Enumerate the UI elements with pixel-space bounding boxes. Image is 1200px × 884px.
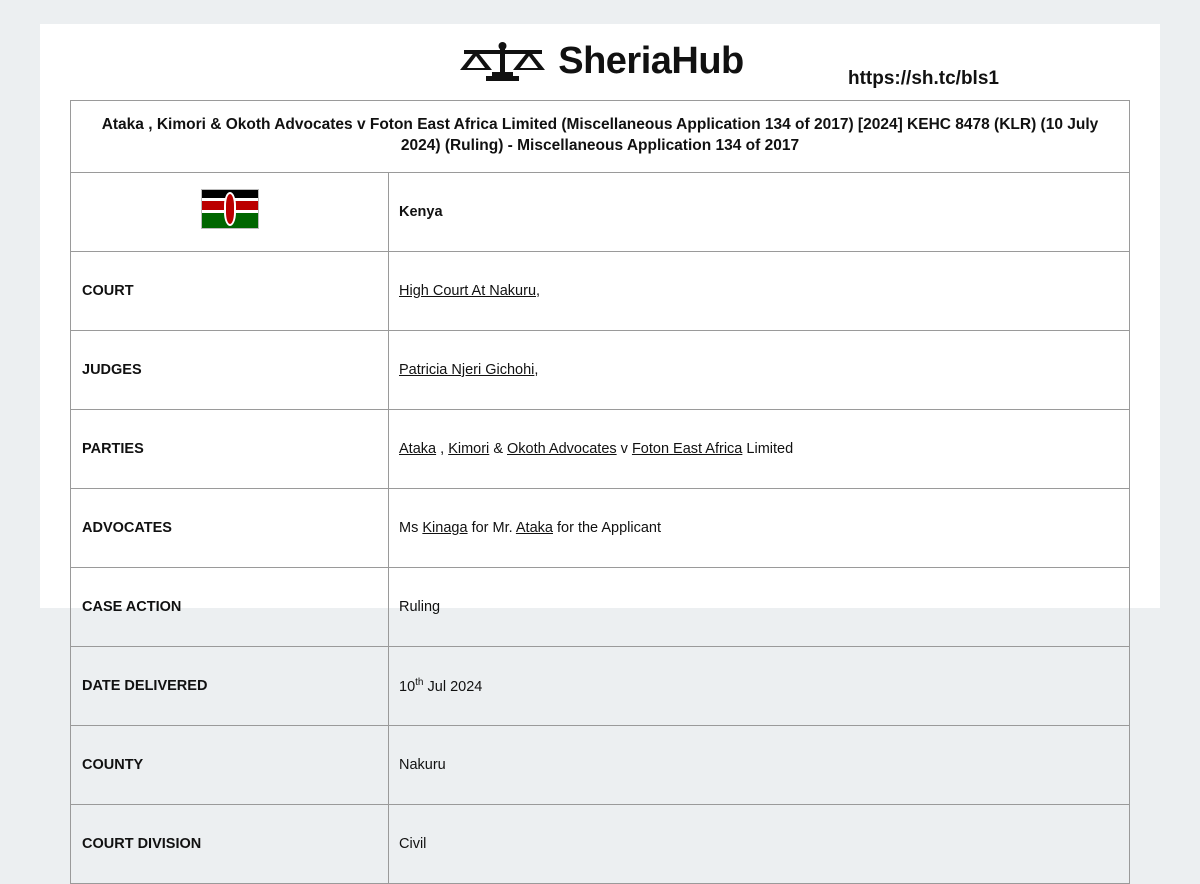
court-comma: ,	[536, 282, 541, 299]
date-day: 10	[399, 678, 416, 695]
table-row-judges	[71, 330, 1130, 409]
advocate-link-2[interactable]: Ataka	[515, 519, 553, 536]
advocate-link-1[interactable]: Kinaga	[422, 519, 468, 536]
case-title: Ataka , Kimori & Okoth Advocates v Foton East Africa Limited (Miscellaneous Application 134 of 2017) [2024] KEHC 8478 (KLR) (10 July 2024) (Ruling) - Miscellaneous Application 134 of 2017	[71, 101, 1130, 173]
scales-of-justice-icon	[456, 38, 552, 84]
table-row-county	[71, 725, 1130, 804]
parties-versus: v	[620, 440, 628, 457]
party-link-1[interactable]: Ataka	[399, 440, 437, 457]
table-row-case-action	[71, 567, 1130, 646]
label-court: COURT	[71, 251, 389, 330]
table-row-date-delivered	[71, 646, 1130, 725]
advocates-prefix: Ms	[399, 519, 419, 536]
value-case-action: Ruling	[389, 567, 1130, 646]
date-rest: Jul 2024	[427, 678, 483, 695]
label-advocates: ADVOCATES	[71, 488, 389, 567]
value-court-division: Civil	[389, 804, 1130, 883]
table-row-parties	[71, 409, 1130, 488]
case-details-table	[70, 100, 1130, 884]
parties-separator-1: ,	[440, 440, 445, 457]
value-judges	[389, 330, 1130, 409]
judge-link[interactable]: Patricia Njeri Gichohi	[399, 361, 535, 378]
table-row-advocates	[71, 488, 1130, 567]
party-link-3[interactable]: Okoth Advocates	[507, 440, 617, 457]
party-link-2[interactable]: Kimori	[448, 440, 490, 457]
date-ordinal: th	[415, 676, 424, 688]
value-court	[389, 251, 1130, 330]
label-court-division: COURT DIVISION	[71, 804, 389, 883]
short-url[interactable]: https://sh.tc/bls1	[848, 68, 999, 89]
advocates-middle: for Mr.	[471, 519, 513, 536]
party-suffix: Limited	[746, 440, 794, 457]
table-row-court-division	[71, 804, 1130, 883]
label-date-delivered: DATE DELIVERED	[71, 646, 389, 725]
table-row-title	[71, 101, 1130, 173]
court-link[interactable]: High Court At Nakuru	[399, 282, 537, 299]
table-row-court	[71, 251, 1130, 330]
value-parties	[389, 409, 1130, 488]
label-case-action: CASE ACTION	[71, 567, 389, 646]
country-name: Kenya	[389, 172, 1130, 251]
label-county: COUNTY	[71, 725, 389, 804]
kenya-flag-cell	[71, 172, 389, 251]
advocates-suffix: for the Applicant	[557, 519, 662, 536]
kenya-flag-icon	[201, 189, 259, 229]
value-advocates	[389, 488, 1130, 567]
party-link-4[interactable]: Foton East Africa	[631, 440, 743, 457]
judges-comma: ,	[534, 361, 539, 378]
table-row-country	[71, 172, 1130, 251]
value-county: Nakuru	[389, 725, 1130, 804]
value-date-delivered	[389, 646, 1130, 725]
document-card	[40, 24, 1160, 852]
parties-ampersand: &	[493, 440, 503, 457]
brand-header	[40, 24, 1160, 98]
label-parties: PARTIES	[71, 409, 389, 488]
label-judges: JUDGES	[71, 330, 389, 409]
brand-name: SheriaHub	[558, 40, 744, 82]
